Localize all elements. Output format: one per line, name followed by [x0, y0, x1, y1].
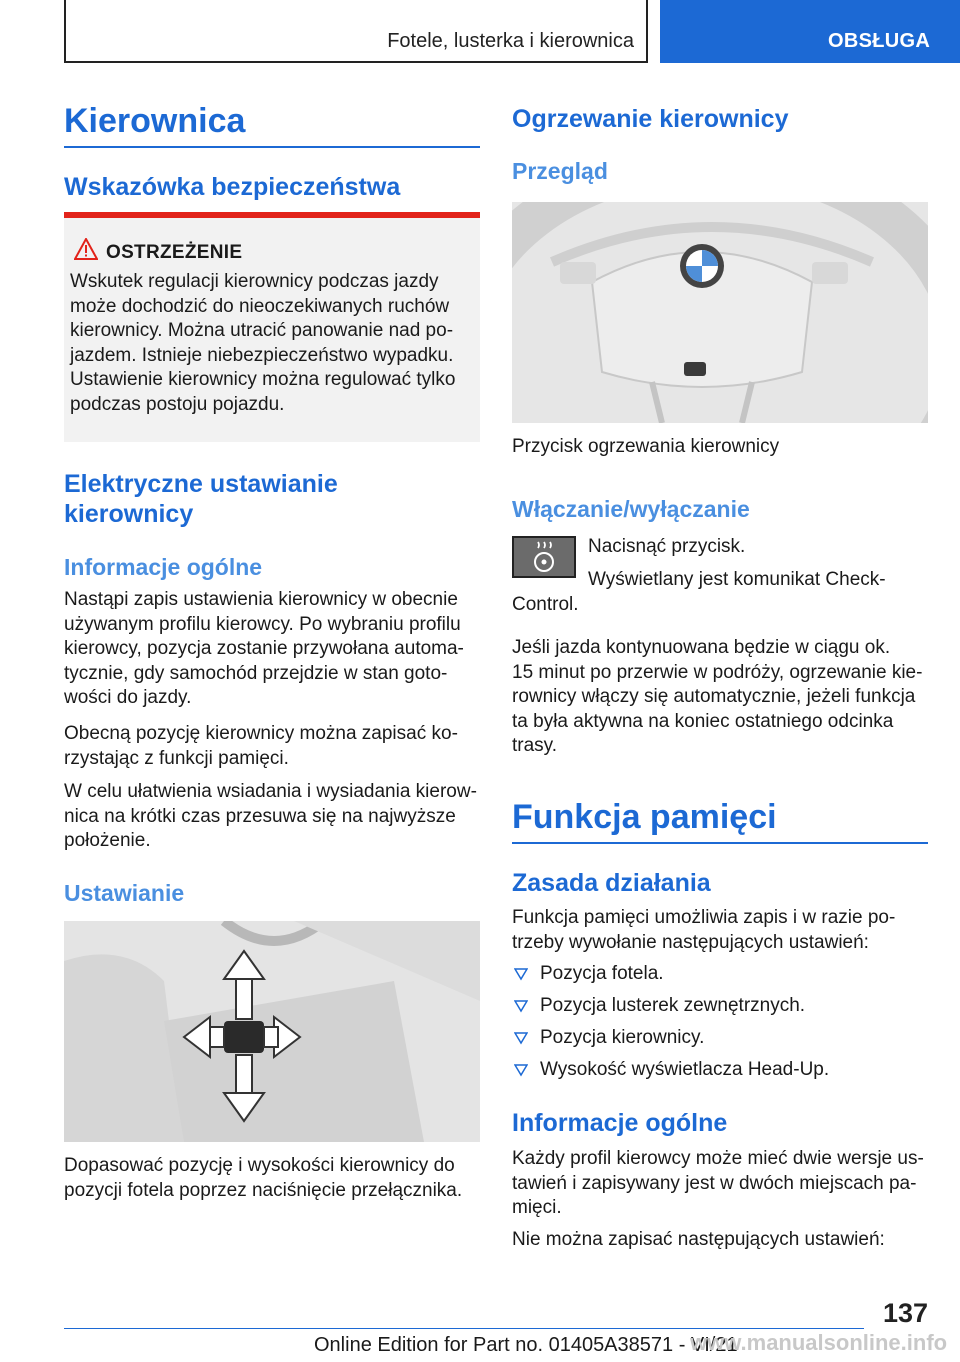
text-line: tycznie, gdy samochód przejdzie w stan goto-: [64, 662, 448, 684]
warning-box: [64, 218, 480, 442]
warning-text: [70, 270, 470, 417]
warning-line: podczas postoju pojazdu.: [70, 393, 285, 415]
steering-adjust-switch-illustration: [64, 921, 480, 1142]
onoff-heading: Włączanie/wyłączanie: [512, 496, 750, 522]
text-line: ta była aktywna na koniec ostatniego odcinka: [512, 710, 894, 732]
text-line: rownicy włączy się automatycznie, jeżeli funkcja: [512, 686, 916, 707]
electric-heading-line: kierownicy: [64, 500, 194, 528]
triangle-bullet-icon: [514, 1063, 528, 1077]
principle-heading: Zasada działania: [512, 869, 711, 897]
triangle-bullet-icon: [514, 1031, 528, 1045]
warning-line: jazdem. Istnieje niebezpieczeństwo wypadku.: [70, 344, 454, 366]
text-line: używanym profilu kierowcy. Po wybraniu profilu: [64, 613, 461, 635]
heating-heading: Ogrzewanie kierownicy: [512, 105, 789, 133]
text-line: kierowcy, pozycja zostanie przywołana automa-: [64, 638, 464, 659]
electric-heading-line: Elektryczne ustawianie: [64, 470, 338, 498]
list-item: [512, 962, 928, 994]
text-line: Obecną pozycję kierownicy można zapisać ko-: [64, 723, 458, 744]
edition-text: Online Edition for Part no. 01405A38571 - VI/21: [314, 1334, 738, 1356]
list-item: [512, 994, 928, 1026]
memory-settings-list: [512, 962, 928, 1090]
list-item-label: Pozycja lusterek zewnętrznych.: [540, 995, 806, 1016]
info-heading: Informacje ogólne: [512, 1109, 728, 1137]
text-line: trasy.: [512, 735, 558, 756]
text-line: rzystając z funkcji pamięci.: [64, 747, 289, 769]
info-paragraph-2: Nie można zapisać następujących ustawień:: [512, 1229, 885, 1250]
text-line: nica na krótki czas przesuwa się na najwyższe: [64, 805, 456, 827]
onoff-message-line: Wyświetlany jest komunikat Check-: [588, 569, 886, 590]
adjust-caption: [64, 1154, 480, 1203]
onoff-paragraph: [512, 636, 928, 759]
onoff-instruction: Nacisnąć przycisk.: [588, 536, 746, 557]
text-line: W celu ułatwienia wsiadania i wysiadania kierow-: [64, 781, 477, 802]
list-item-label: Pozycja fotela.: [540, 963, 664, 984]
text-line: Funkcja pamięci umożliwia zapis i w razie po-: [512, 907, 896, 928]
header-frame: [64, 0, 648, 63]
triangle-bullet-icon: [514, 999, 528, 1013]
general-paragraph-3: [64, 780, 480, 854]
overview-caption: Przycisk ogrzewania kierownicy: [512, 436, 780, 457]
warning-line: może dochodzić do nieoczekiwanych ruchów: [70, 295, 450, 317]
site-watermark: www.manualsonline.info: [690, 1330, 948, 1355]
section-tab: [660, 0, 960, 63]
text-line: mięci.: [512, 1197, 562, 1218]
triangle-bullet-icon: [514, 967, 528, 981]
text-line: położenie.: [64, 830, 151, 851]
text-line: Nastąpi zapis ustawienia kierownicy w obecnie: [64, 589, 458, 610]
text-line: pozycji fotela poprzez naciśnięcie przełącznika.: [64, 1179, 463, 1201]
steering-heating-icon: [514, 538, 574, 576]
page-number: 137: [882, 1298, 928, 1328]
warning-triangle-icon: [74, 238, 98, 260]
principle-paragraph: [512, 906, 928, 955]
chapter-title: Fotele, lusterka i kierownica: [387, 30, 634, 52]
section-tab-label: OBSŁUGA: [828, 30, 931, 52]
safety-heading: Wskazówka bezpieczeństwa: [64, 173, 401, 201]
text-line: Dopasować pozycję i wysokości kierownicy do: [64, 1155, 455, 1176]
adjust-heading: Ustawianie: [64, 880, 185, 906]
steering-heating-button[interactable]: [512, 536, 576, 578]
list-item-label: Wysokość wyświetlacza Head-Up.: [540, 1059, 830, 1080]
warning-line: kierownicy. Można utracić panowanie nad po-: [70, 320, 454, 341]
text-line: trzeby wywołanie następujących ustawień:: [512, 931, 869, 953]
steering-wheel-illustration: [512, 202, 928, 423]
text-line: tawień i zapisywany jest w dwóch miejscach pa-: [512, 1172, 917, 1194]
text-line: wości do jazdy.: [64, 687, 192, 708]
footer-rule: [64, 1328, 864, 1329]
warning-line: Ustawienie kierownicy można regulować tylko: [70, 369, 456, 390]
list-item: [512, 1058, 928, 1090]
page-title: Kierownica: [64, 102, 246, 140]
text-line: Jeśli jazda kontynuowana będzie w ciągu ok.: [512, 637, 891, 658]
overview-heading: Przegląd: [512, 158, 608, 184]
list-item-label: Pozycja kierownicy.: [540, 1027, 705, 1048]
warning-label: OSTRZEŻENIE: [106, 242, 243, 263]
general-heading: Informacje ogólne: [64, 554, 263, 580]
text-line: Każdy profil kierowcy może mieć dwie wersje us-: [512, 1148, 924, 1169]
info-paragraph-1: [512, 1147, 928, 1221]
text-line: 15 minut po przerwie w podróży, ogrzewanie kie-: [512, 661, 923, 683]
general-paragraph-1: [64, 588, 480, 711]
general-paragraph-2: [64, 722, 480, 771]
memory-rule: [512, 842, 928, 844]
electric-heading: [64, 469, 338, 529]
onoff-message-line: Control.: [512, 594, 579, 615]
title-rule: [64, 146, 480, 148]
memory-title: Funkcja pamięci: [512, 798, 777, 836]
warning-line: Wskutek regulacji kierownicy podczas jazdy: [70, 271, 439, 292]
list-item: [512, 1026, 928, 1058]
